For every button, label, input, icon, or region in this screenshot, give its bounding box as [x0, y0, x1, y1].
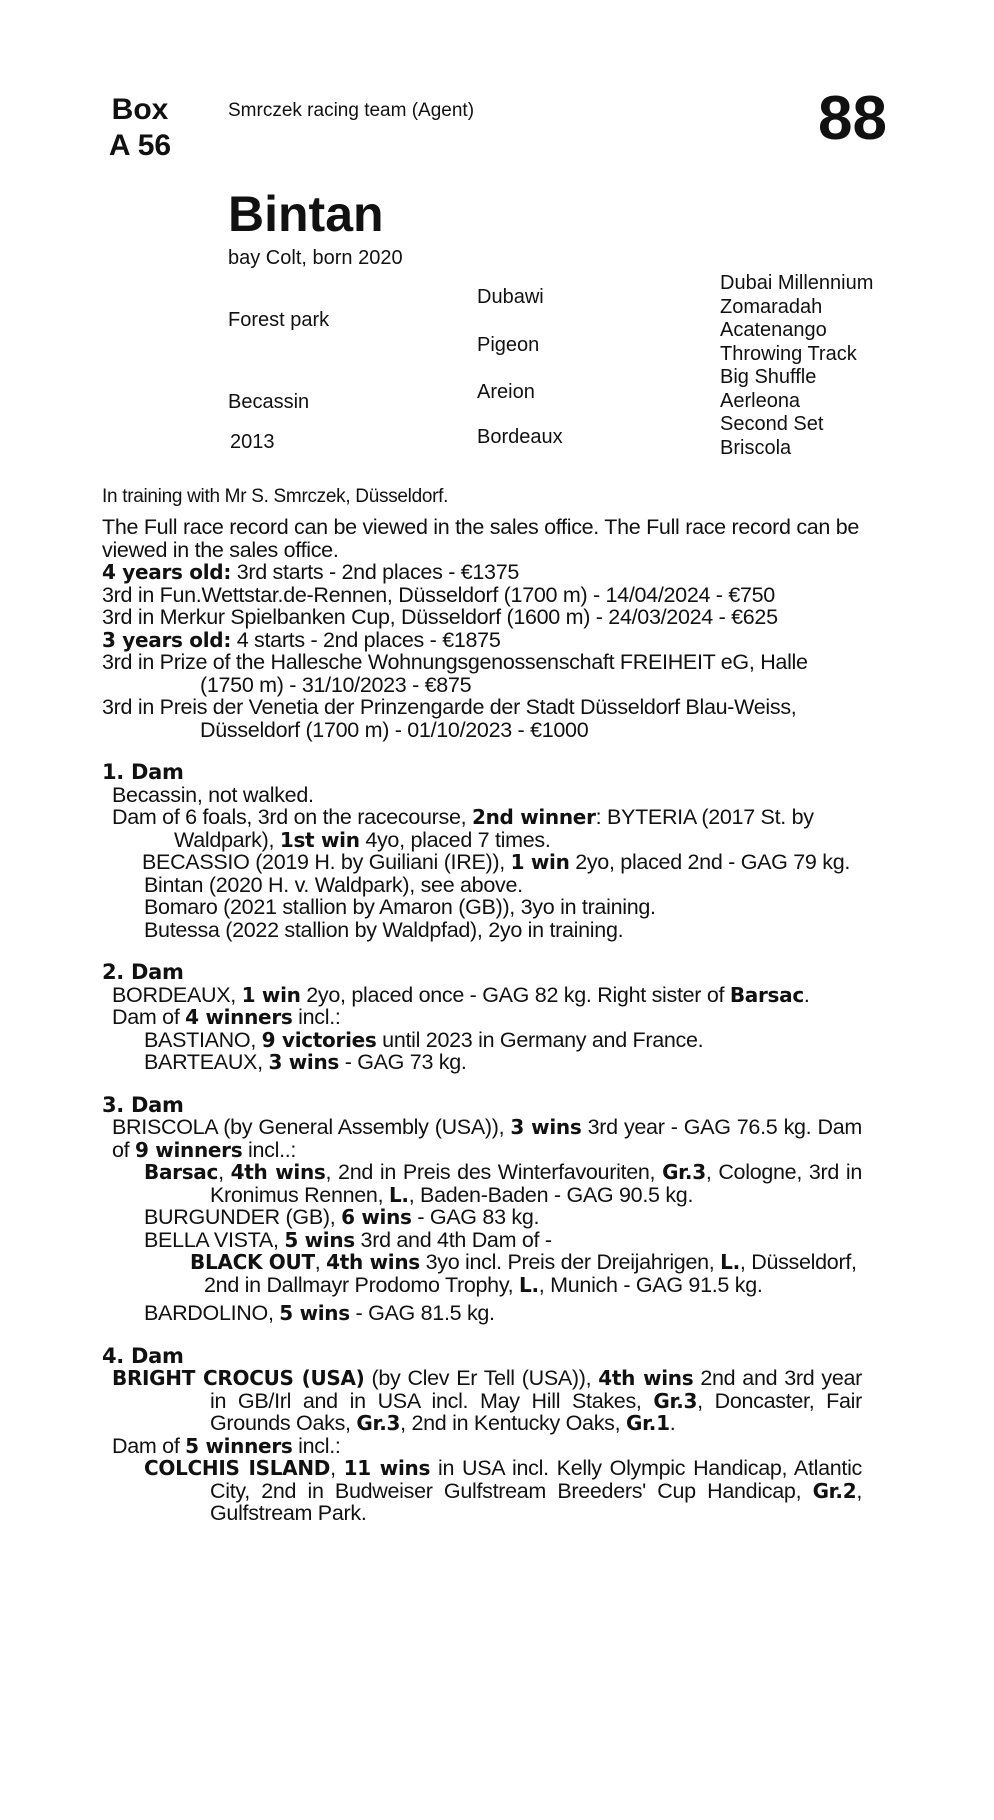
- text: , Düsseldorf, 2nd in Dallmayr Prodomo Trophy,: [204, 1250, 857, 1297]
- text-bold: 4 winners: [185, 1005, 293, 1029]
- dam3-grandfoal: [102, 1251, 862, 1296]
- pedigree-great-grandparents: [720, 272, 873, 460]
- horse-name: Bintan: [228, 186, 384, 242]
- pedigree-dam-year: 2013: [230, 431, 275, 453]
- dam2-foal: [102, 1029, 862, 1052]
- text: BECASSIO (2019 H. by Guiliani (IRE)),: [142, 850, 511, 874]
- text: , 2nd in Kentucky Oaks,: [400, 1411, 626, 1435]
- text-bold: 3 wins: [510, 1115, 582, 1139]
- text: - GAG 81.5 kg.: [349, 1301, 495, 1325]
- text: ,: [314, 1250, 327, 1274]
- text-bold: 6 wins: [341, 1205, 412, 1229]
- dam3-foal: [102, 1229, 862, 1252]
- text: ,: [330, 1456, 344, 1480]
- agent: Smrczek racing team (Agent): [228, 100, 475, 121]
- text: - GAG 73 kg.: [339, 1050, 467, 1074]
- pedigree-great-grandparent: Acatenango: [720, 319, 827, 341]
- text-bold: L.: [720, 1250, 740, 1274]
- text: Dam of 6 foals, 3rd on the racecourse,: [112, 805, 472, 829]
- dam4-foal: [102, 1457, 862, 1525]
- text-bold: 5 winners: [185, 1433, 293, 1458]
- text: BURGUNDER (GB),: [144, 1205, 342, 1229]
- dam1-line: Becassin, not walked.: [112, 782, 314, 807]
- text: 4yo, placed 7 times.: [359, 827, 551, 852]
- text-bold: 2nd winner: [471, 805, 596, 829]
- pedigree-great-grandparent: Dubai Millennium: [720, 272, 874, 294]
- pedigree-great-grandparent: Aerleona: [720, 389, 801, 412]
- age3-summary-text: 4 starts - 2nd places - €1875: [231, 627, 501, 652]
- race-record-note: The Full race record can be viewed in the sales office. The Full race record can be viewed in the sales office.: [102, 515, 860, 562]
- text-bold: Barsac: [144, 1160, 219, 1184]
- text: BASTIANO,: [144, 1027, 262, 1052]
- text-bold: 5 wins: [284, 1227, 355, 1252]
- age4-summary-text: 3rd starts - 2nd places - €1375: [231, 560, 520, 584]
- text: BRISCOLA (by General Assembly (USA)),: [112, 1115, 511, 1139]
- dam4-produce: [102, 1435, 862, 1458]
- text-bold: 9 winners: [135, 1137, 243, 1162]
- age3-label: 3 years old:: [102, 627, 232, 652]
- training-info: In training with Mr S. Smrczek, Düsseldorf.: [102, 486, 449, 507]
- dam2-line: [102, 984, 862, 1007]
- text: 2nd and 3rd year in GB/Irl and in USA incl. May Hill Stakes,: [210, 1366, 863, 1413]
- text: , 2nd in Preis des Winterfavouriten,: [325, 1160, 663, 1184]
- text: incl.:: [292, 1005, 341, 1029]
- text-bold: Gr.3: [662, 1160, 706, 1184]
- text: 2yo, placed once - GAG 82 kg. Right sister of: [300, 982, 730, 1007]
- text: , Munich - GAG 91.5 kg.: [538, 1272, 763, 1297]
- text: Dam of: [112, 1005, 186, 1029]
- text-bold: 11 wins: [343, 1456, 431, 1480]
- horse-description: bay Colt, born 2020: [228, 247, 403, 269]
- text: BELLA VISTA,: [144, 1227, 285, 1252]
- text: 3rd year - GAG 76.5 kg. Dam of: [112, 1115, 862, 1162]
- pedigree-great-grandparent: Second Set: [720, 413, 824, 435]
- dam1-produce: [102, 806, 862, 851]
- text-bold: 4th wins: [326, 1250, 420, 1274]
- pedigree-great-grandparent: Zomaradah: [720, 295, 823, 318]
- text: (by Clev Er Tell (USA)),: [364, 1366, 599, 1390]
- dam1-foal: Bintan (2020 H. v. Waldpark), see above.: [144, 872, 523, 897]
- text: 3yo incl. Preis der Dreijahrigen,: [419, 1250, 721, 1274]
- pedigree-great-grandparent: Throwing Track: [720, 342, 857, 365]
- dam2-foal: [102, 1051, 862, 1074]
- text-bold: 5 wins: [279, 1301, 350, 1325]
- dam3-foal: [102, 1161, 862, 1206]
- catalogue-body: [102, 516, 862, 1525]
- dam3-title: 3. Dam: [102, 1092, 184, 1117]
- dam1-title: 1. Dam: [102, 760, 184, 784]
- text-bold: 4th wins: [598, 1366, 694, 1390]
- dam3-line: [102, 1116, 862, 1161]
- pedigree-sire: Forest park: [228, 309, 330, 331]
- text: .: [803, 982, 810, 1007]
- lot-number: 88: [818, 84, 887, 153]
- text-bold: 1st win: [279, 827, 360, 852]
- text-bold: COLCHIS ISLAND: [144, 1456, 331, 1480]
- dam2-title: 2. Dam: [102, 960, 184, 984]
- text: , Gulfstream Park.: [210, 1478, 862, 1525]
- age4-summary: [102, 561, 862, 584]
- text: until 2023 in Germany and France.: [376, 1027, 704, 1052]
- pedigree-great-grandparent: Big Shuffle: [720, 366, 817, 388]
- text: , Baden-Baden - GAG 90.5 kg.: [408, 1182, 694, 1207]
- dam4-line: [102, 1367, 862, 1435]
- text-bold: Gr.2: [812, 1478, 857, 1503]
- text: BORDEAUX,: [112, 982, 242, 1007]
- text-bold: L.: [388, 1182, 409, 1207]
- pedigree-grandparent: Areion: [477, 381, 535, 403]
- dam3-foal: [102, 1302, 862, 1325]
- text-bold: Gr.1: [625, 1411, 670, 1435]
- text: in USA incl. Kelly Olympic Handicap, Atlantic City, 2nd in Budweiser Gulfstream Breeders' Cup Handicap,: [210, 1456, 863, 1503]
- text: - GAG 83 kg.: [411, 1205, 540, 1229]
- text-bold: 1 win: [510, 850, 570, 874]
- text: Dam of: [112, 1433, 186, 1458]
- race-result: 3rd in Fun.Wettstar.de-Rennen, Düsseldorf (1700 m) - 14/04/2024 - €750: [102, 582, 775, 607]
- dam1-foal: [102, 851, 862, 874]
- text-bold: Gr.3: [653, 1388, 698, 1413]
- dam3-foal: [102, 1206, 862, 1229]
- race-result: 3rd in Prize of the Hallesche Wohnungsgenossenschaft FREIHEIT eG, Halle (1750 m) - 31/10/2023 - €875: [102, 650, 808, 697]
- text-bold: 9 victories: [261, 1027, 377, 1052]
- text: 3rd and 4th Dam of -: [354, 1227, 552, 1252]
- dam1-foal: Bomaro (2021 stallion by Amaron (GB)), 3yo in training.: [144, 895, 656, 919]
- pedigree-grandparent: Bordeaux: [477, 426, 563, 448]
- box-label: [100, 92, 180, 164]
- age4-label: 4 years old:: [102, 560, 232, 584]
- text: ,: [218, 1160, 231, 1184]
- text: .: [669, 1411, 676, 1435]
- age3-summary: [102, 629, 862, 652]
- text: BARDOLINO,: [144, 1301, 280, 1325]
- text-bold: 3 wins: [268, 1050, 340, 1074]
- race-result: 3rd in Preis der Venetia der Prinzengarde der Stadt Düsseldorf Blau-Weiss, Düsseldorf (1700 m) - 01/10/2023 - €1000: [102, 695, 797, 742]
- text-bold: 4th wins: [230, 1160, 326, 1184]
- text: , Cologne, 3rd in Kronimus Rennen,: [210, 1160, 862, 1207]
- pedigree-great-grandparent: Briscola: [720, 436, 792, 459]
- text-bold: 1 win: [241, 982, 301, 1007]
- text-bold: BRIGHT CROCUS (USA): [112, 1366, 365, 1390]
- text: 2yo, placed 2nd - GAG 79 kg.: [569, 850, 851, 874]
- text: , Doncaster, Fair Grounds Oaks,: [210, 1388, 863, 1435]
- pedigree-grandparent: Pigeon: [477, 334, 540, 356]
- text-bold: L.: [519, 1272, 539, 1297]
- pedigree-dam: Becassin: [228, 391, 310, 413]
- text-bold: BLACK OUT: [190, 1250, 315, 1274]
- race-result: 3rd in Merkur Spielbanken Cup, Düsseldorf (1600 m) - 24/03/2024 - €625: [102, 605, 778, 629]
- box-label-line2: A 56: [108, 129, 172, 162]
- text: incl.:: [292, 1433, 341, 1458]
- dam4-title: 4. Dam: [102, 1343, 184, 1368]
- dam2-produce: [102, 1006, 862, 1029]
- text: incl..:: [242, 1137, 297, 1162]
- text: : BYTERIA (2017 St. by Waldpark),: [174, 805, 814, 852]
- dam1-foal: Butessa (2022 stallion by Waldpfad), 2yo in training.: [144, 917, 624, 942]
- pedigree-grandparent: Dubawi: [477, 286, 544, 308]
- box-label-line1: Box: [111, 93, 169, 126]
- text-bold: Gr.3: [356, 1411, 401, 1435]
- text-bold: Barsac: [729, 982, 804, 1007]
- text: BARTEAUX,: [144, 1050, 269, 1074]
